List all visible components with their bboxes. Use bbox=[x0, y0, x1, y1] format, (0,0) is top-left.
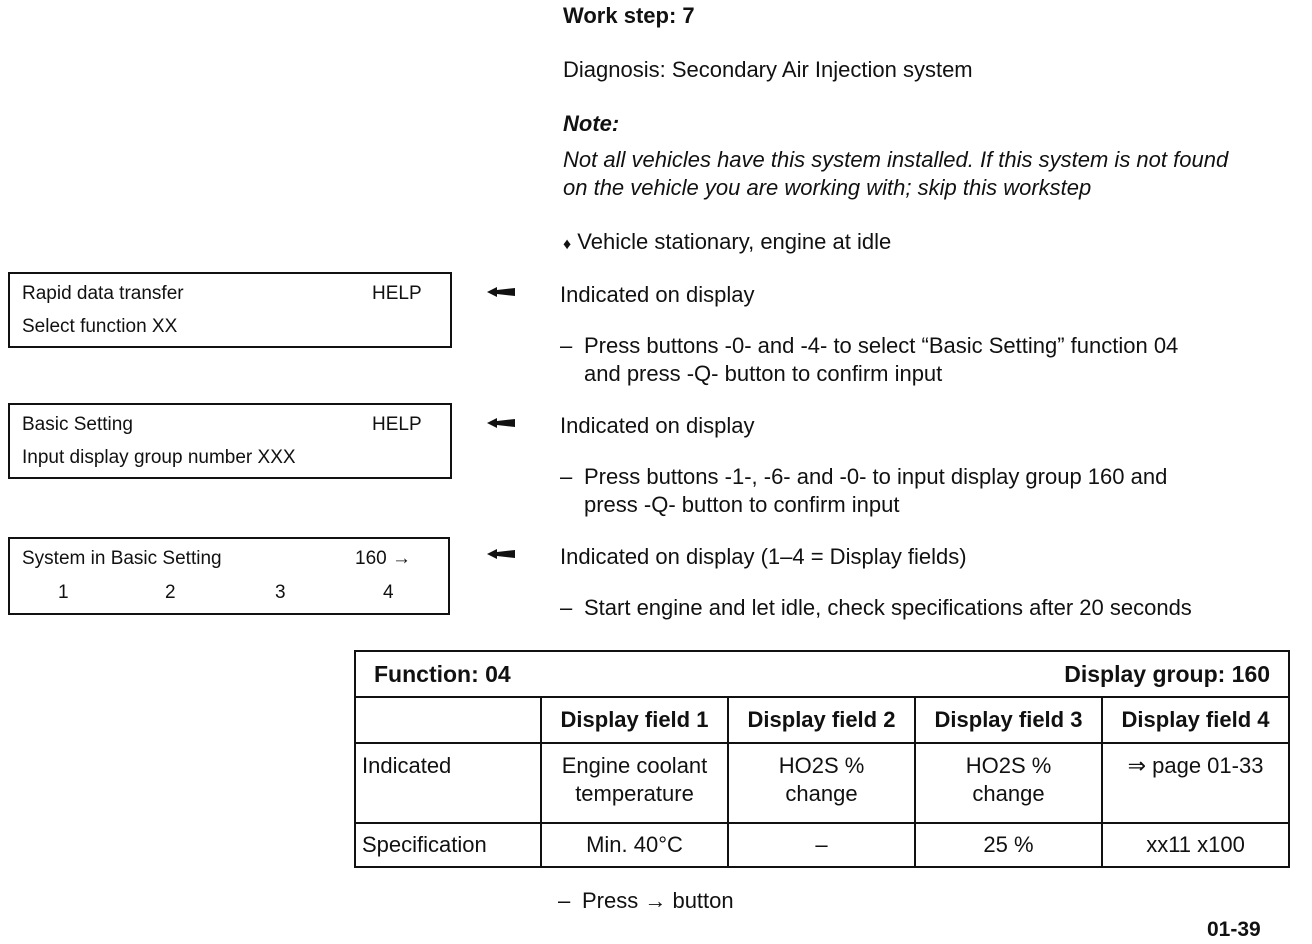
table-cell bbox=[1102, 743, 1289, 823]
step-1-indicated: Indicated on display bbox=[560, 282, 755, 307]
step-3-dash: – bbox=[560, 595, 573, 620]
step-1-line-2: and press -Q- button to confirm input bbox=[584, 361, 943, 386]
display-box-1-title: Rapid data transfer bbox=[22, 283, 184, 304]
display-box-2 bbox=[8, 403, 452, 479]
cell-line: ⇒ page 01-33 bbox=[1127, 753, 1264, 778]
row-label: Specification bbox=[355, 823, 541, 867]
column-header: Display field 3 bbox=[915, 697, 1102, 743]
pointer-arrow-icon bbox=[487, 416, 515, 430]
column-header: Display field 1 bbox=[541, 697, 728, 743]
specification-table bbox=[354, 650, 1290, 868]
cell-line: HO2S % bbox=[965, 753, 1052, 778]
bullet-symbol: ♦ bbox=[563, 236, 572, 253]
table-title-cell bbox=[355, 651, 1289, 697]
note-line-2: on the vehicle you are working with; skip this workstep bbox=[563, 175, 1092, 200]
step-1-dash: – bbox=[560, 333, 573, 358]
row-label: Indicated bbox=[355, 743, 541, 823]
display-field-4: 4 bbox=[383, 582, 394, 603]
step-2-line-1: Press buttons -1-, -6- and -0- to input display group 160 and bbox=[584, 464, 1168, 489]
table-cell bbox=[541, 743, 728, 823]
table-cell bbox=[915, 743, 1102, 823]
display-box-3 bbox=[8, 537, 450, 615]
table-row bbox=[355, 743, 1289, 823]
table-cell: Min. 40°C bbox=[541, 823, 728, 867]
column-header: Display field 4 bbox=[1102, 697, 1289, 743]
display-box-3-title: System in Basic Setting bbox=[22, 548, 222, 569]
table-header-row bbox=[355, 697, 1289, 743]
display-box-2-title: Basic Setting bbox=[22, 414, 133, 435]
final-step-dash: – bbox=[558, 888, 571, 913]
table-cell bbox=[728, 743, 915, 823]
step-2-dash: – bbox=[560, 464, 573, 489]
step-1-line-1: Press buttons -0- and -4- to select “Basic Setting” function 04 bbox=[584, 333, 1179, 358]
display-group-label: Display group: 160 bbox=[1064, 661, 1271, 687]
display-box-3-group: 160 → bbox=[355, 548, 411, 569]
display-field-2: 2 bbox=[165, 582, 176, 603]
display-field-1: 1 bbox=[58, 582, 69, 603]
cell-line: change bbox=[972, 781, 1045, 806]
cell-line: Engine coolant bbox=[561, 753, 708, 778]
bullet-text: Vehicle stationary, engine at idle bbox=[577, 229, 892, 254]
display-box-1 bbox=[8, 272, 452, 348]
page-number: 01-39 bbox=[1207, 918, 1261, 941]
step-2-line-2: press -Q- button to confirm input bbox=[584, 492, 900, 517]
step-3-line-1: Start engine and let idle, check specifications after 20 seconds bbox=[584, 595, 1192, 620]
table-cell: – bbox=[728, 823, 915, 867]
pointer-arrow-icon bbox=[487, 547, 515, 561]
diagnosis-heading: Diagnosis: Secondary Air Injection system bbox=[563, 57, 973, 82]
table-cell: xx11 x100 bbox=[1102, 823, 1289, 867]
table-title-row bbox=[355, 651, 1289, 697]
display-box-1-help: HELP bbox=[372, 283, 422, 304]
function-label: Function: 04 bbox=[374, 661, 511, 687]
table-row bbox=[355, 823, 1289, 867]
column-header-empty bbox=[355, 697, 541, 743]
final-step-text: Press → button bbox=[582, 888, 734, 913]
step-2-indicated: Indicated on display bbox=[560, 413, 755, 438]
cell-line: temperature bbox=[575, 781, 694, 806]
cell-line: change bbox=[785, 781, 858, 806]
display-box-2-subtitle: Input display group number XXX bbox=[22, 447, 296, 468]
display-box-1-subtitle: Select function XX bbox=[22, 316, 178, 337]
bullet-item bbox=[563, 228, 891, 259]
table-cell: 25 % bbox=[915, 823, 1102, 867]
display-field-3: 3 bbox=[275, 582, 286, 603]
column-header: Display field 2 bbox=[728, 697, 915, 743]
cell-line: HO2S % bbox=[778, 753, 865, 778]
pointer-arrow-icon bbox=[487, 285, 515, 299]
note-line-1: Not all vehicles have this system installed. If this system is not found bbox=[563, 147, 1229, 172]
step-3-indicated: Indicated on display (1–4 = Display fields) bbox=[560, 544, 967, 569]
display-box-2-help: HELP bbox=[372, 414, 422, 435]
note-title: Note: bbox=[563, 111, 620, 136]
work-step-heading: Work step: 7 bbox=[563, 3, 695, 28]
